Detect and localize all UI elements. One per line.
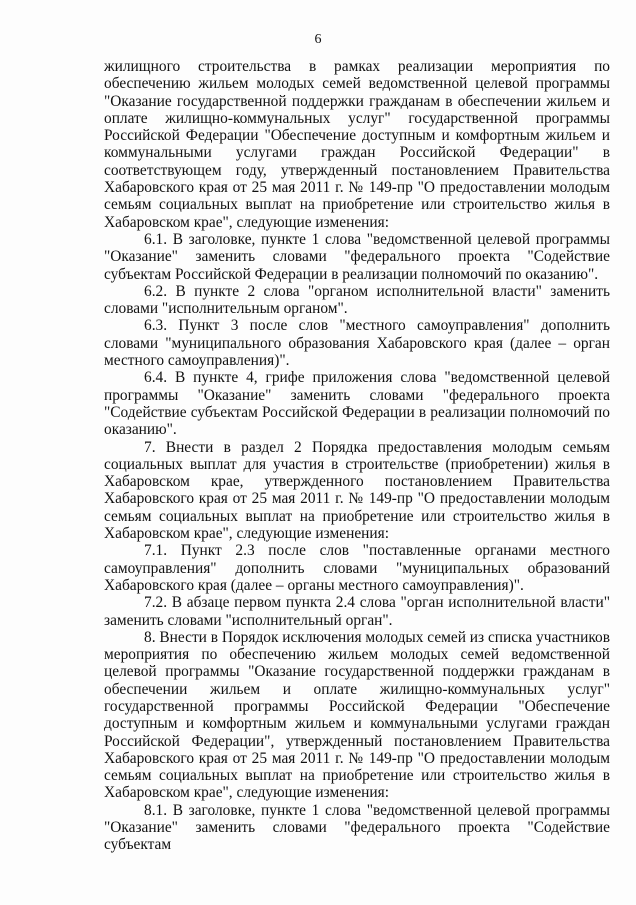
paragraph-7: 7. Внести в раздел 2 Порядка предоставления молодым семьям социальных выплат для участия в строительстве (приобретении) жилья в Хабаровском крае, утвержденного постановлением Правительства Хабаровского края от 25 мая 2011 г. № 149-пр "О предоставлении молодым семьям социальных выплат на приобретение или строительство жилья в Хабаровском крае", следующие изменения: — [104, 438, 610, 543]
paragraph-7-1: 7.1. Пункт 2.3 после слов "поставленные органами местного самоуправления" дополнить словами "муниципальных образований Хабаровского края (далее – органы местного самоуправления)". — [104, 542, 610, 594]
document-body — [104, 58, 610, 854]
page-number: 6 — [314, 32, 322, 47]
paragraph-6-3: 6.3. Пункт 3 после слов "местного самоуправления" дополнить словами "муниципального образования Хабаровского края (далее – орган местного самоуправления)". — [104, 317, 610, 370]
paragraph-6-4: 6.4. В пункте 4, грифе приложения слова "ведомственной целевой программы "Оказание" заменить словами "федерального проекта "Содействие субъектам Российской Федерации в реализации полномочий по оказанию". — [104, 369, 610, 439]
paragraph-continuation: жилищного строительства в рамках реализации мероприятия по обеспечению жильем молодых семей ведомственной целевой программы "Оказание государственной поддержки гражданам в обеспечении жильем и оплате жилищно-коммунальных услуг" государственной программы Российской Федерации "Обеспечение доступным и комфортным жильем и коммунальными услугами граждан Российской Федерации" в соответствующем году, утвержденный постановлением Правительства Хабаровского края от 25 мая 2011 г. № 149-пр "О предоставлении молодым семьям социальных выплат на приобретение или строительство жилья в Хабаровском крае", следующие изменения: — [104, 58, 610, 231]
paragraph-6-1: 6.1. В заголовке, пункте 1 слова "ведомственной целевой программы "Оказание" заменить словами "федерального проекта "Содействие субъектам Российской Федерации в реализации полномочий по оказанию". — [104, 230, 610, 283]
paragraph-6-2: 6.2. В пункте 2 слова "органом исполнительной власти" заменить словами "исполнительным органом". — [104, 282, 610, 318]
paragraph-8-1: 8.1. В заголовке, пункте 1 слова "ведомственной целевой программы "Оказание" заменить словами "федерального проекта "Содействие субъектам — [104, 801, 610, 854]
paragraph-8: 8. Внести в Порядок исключения молодых семей из списка участников мероприятия по обеспечению жильем молодых семей ведомственной целевой программы "Оказание государственной поддержки гражданам в обеспечении жильем и оплате жилищно-коммунальных услуг" государственной программы Российской Федерации "Обеспечение доступным и комфортным жильем и коммунальными услугами граждан Российской Федерации", утвержденный постановлением Правительства Хабаровского края от 25 мая 2011 г. № 149-пр "О предоставлении молодым семьям социальных выплат на приобретение или строительство жилья в Хабаровском крае", следующие изменения: — [104, 628, 610, 802]
paragraph-7-2: 7.2. В абзаце первом пункта 2.4 слова "орган исполнительной власти" заменить словами "исполнительный орган". — [104, 594, 610, 629]
